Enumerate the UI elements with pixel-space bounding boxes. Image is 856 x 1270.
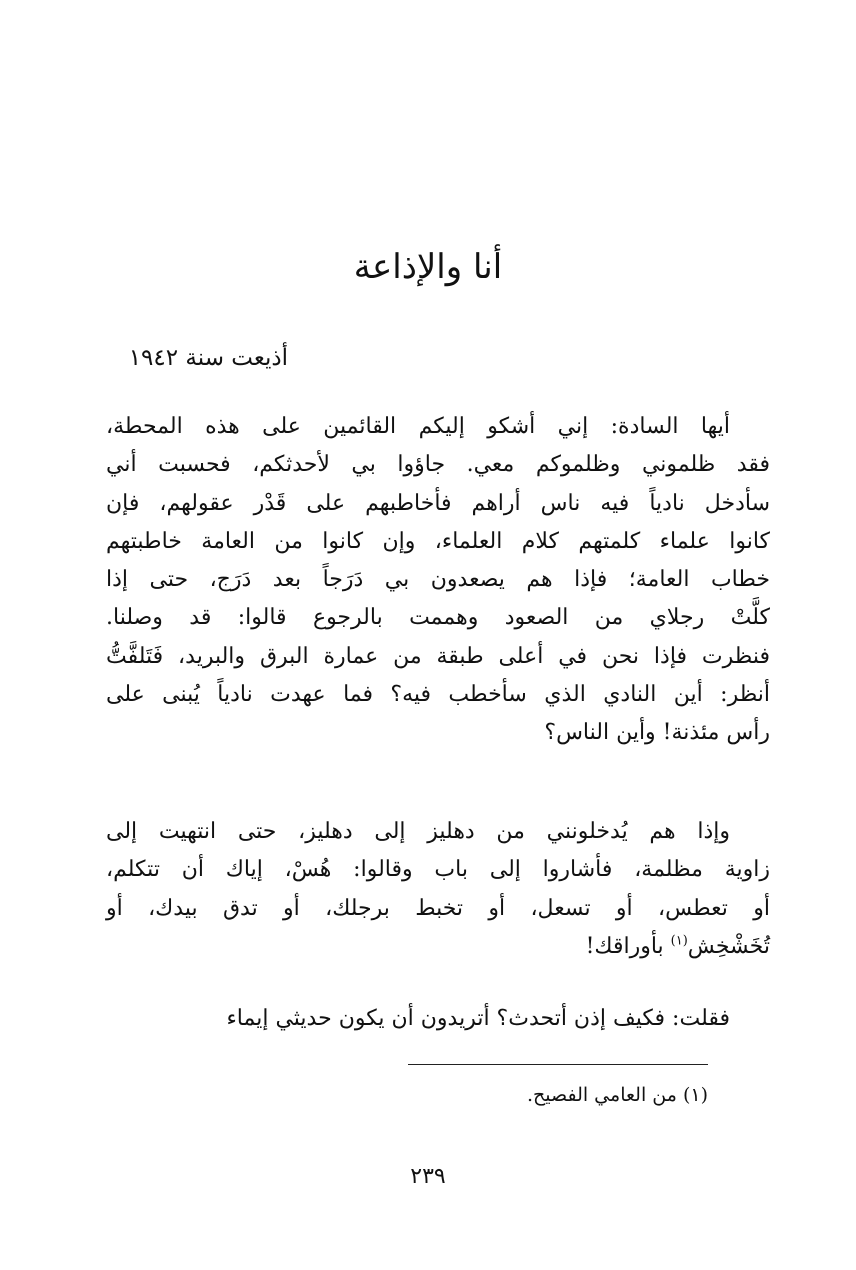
text-line-with-footnote (106, 928, 770, 966)
text-line: كلَّتْ رجلاي من الصعود وهممت بالرجوع قالوا: قد وصلنا. (106, 605, 770, 631)
text-line: أيها السادة: إني أشكو إليكم القائمين على هذه المحطة، (106, 414, 730, 439)
text-line: فقلت: فكيف إذن أتحدث؟ أتريدون أن يكون حديثي إيماء (226, 1006, 730, 1031)
broadcast-dateline: أذيعت سنة ١٩٤٢ (128, 345, 288, 371)
paragraph-2 (106, 813, 770, 966)
page-number: ٢٣٩ (410, 1164, 446, 1189)
text-line: خطاب العامة؛ فإذا هم يصعدون بي دَرَجاً بعد دَرَج، حتى إذا (106, 567, 770, 593)
text-line: زاوية مظلمة، فأشاروا إلى باب وقالوا: هُسْ، إياك أن تتكلم، (106, 857, 770, 883)
footnote: (١) من العامي الفصيح. (526, 1084, 708, 1106)
paragraph-1 (106, 408, 770, 753)
text-line: سأدخل نادياً فيه ناس أراهم فأخاطبهم على قَدْر عقولهم، فإن (106, 490, 770, 516)
text-line: رأس مئذنة! وأين الناس؟ (544, 720, 770, 746)
text-line: أنظر: أين النادي الذي سأخطب فيه؟ فما عهدت نادياً يُبنى على (106, 682, 770, 708)
text-line: فنظرت فإذا نحن في أعلى طبقة من عمارة البرق والبريد، فَتَلفَّتُّ (106, 643, 770, 669)
text-fragment: بأوراقك! (585, 933, 671, 959)
footnote-reference[interactable]: (١) (670, 933, 688, 949)
footnote-divider (408, 1064, 708, 1065)
text-line: كانوا علماء كلمتهم كلام العلماء، وإن كانوا من العامة خاطبتهم (106, 528, 770, 554)
footnoted-word: تُخَشْخِش (687, 933, 770, 959)
text-line: أو تعطس، أو تسعل، أو تخبط برجلك، أو تدق بيدك، أو (106, 895, 770, 921)
text-line: وإذا هم يُدخلونني من دهليز إلى دهليز، حتى انتهيت إلى (106, 819, 730, 844)
text-line: فقد ظلموني وظلموكم معي. جاؤوا بي لأحدثكم، فحسبت أني (106, 452, 770, 478)
paragraph-3 (106, 1000, 770, 1038)
chapter-title: أنا والإذاعة (353, 247, 503, 287)
